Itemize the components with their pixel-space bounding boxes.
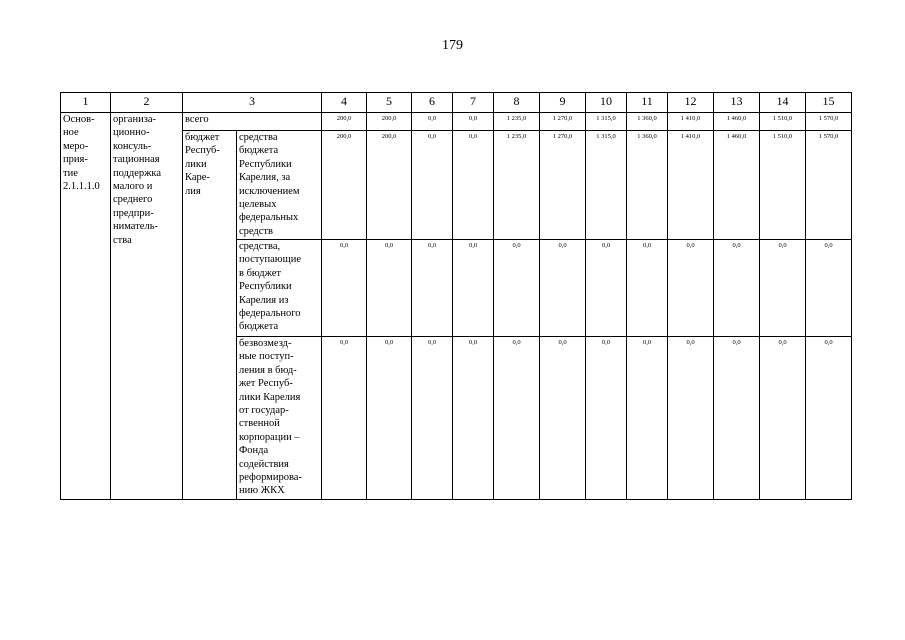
- value-cell: 0,0: [714, 337, 760, 500]
- value-cell: 0,0: [806, 337, 852, 500]
- header-cell: 4: [322, 93, 367, 113]
- value-cell: 0,0: [627, 240, 668, 337]
- value-cell: 1 510,0: [760, 113, 806, 131]
- value-cell: 1 510,0: [760, 131, 806, 240]
- header-cell: 3: [183, 93, 322, 113]
- value-cell: 1 460,0: [714, 131, 760, 240]
- value-cell: 0,0: [714, 240, 760, 337]
- value-cell: 0,0: [322, 240, 367, 337]
- value-cell: 200,0: [322, 131, 367, 240]
- value-cell: 1 235,0: [494, 131, 540, 240]
- header-cell: 2: [111, 93, 183, 113]
- value-cell: 1 410,0: [668, 113, 714, 131]
- header-cell: 12: [668, 93, 714, 113]
- header-cell: 11: [627, 93, 668, 113]
- value-cell: 0,0: [540, 240, 586, 337]
- value-cell: 1 360,0: [627, 113, 668, 131]
- value-cell: 0,0: [760, 337, 806, 500]
- value-cell: 0,0: [367, 240, 412, 337]
- measure-code: Основ- ное меро- прия- тие 2.1.1.1.0: [61, 113, 111, 500]
- value-cell: 1 570,0: [806, 113, 852, 131]
- header-cell: 6: [412, 93, 453, 113]
- source-label: безвозмезд- ные поступ- ления в бюд- жет Респуб- лики Карелия от государ- ственной корпорации – Фонда содействия реформирова- нию ЖКХ: [237, 337, 322, 500]
- budget-table: [60, 92, 852, 500]
- value-cell: 1 315,0: [586, 131, 627, 240]
- value-cell: 0,0: [540, 337, 586, 500]
- value-cell: 0,0: [806, 240, 852, 337]
- value-cell: 0,0: [412, 113, 453, 131]
- value-cell: 1 235,0: [494, 113, 540, 131]
- value-cell: 200,0: [367, 131, 412, 240]
- table-row-total: [61, 113, 852, 131]
- source-label: средства бюджета Республики Карелия, за исключением целевых федеральных средств: [237, 131, 322, 240]
- value-cell: 1 315,0: [586, 113, 627, 131]
- measure-description: организа- ционно- консуль- тационная поддержка малого и среднего предпри- ниматель- ства: [111, 113, 183, 500]
- value-cell: 200,0: [322, 113, 367, 131]
- header-row: [61, 93, 852, 113]
- value-cell: 0,0: [453, 113, 494, 131]
- header-cell: 10: [586, 93, 627, 113]
- value-cell: 0,0: [453, 240, 494, 337]
- value-cell: 200,0: [367, 113, 412, 131]
- value-cell: 1 270,0: [540, 131, 586, 240]
- value-cell: 1 270,0: [540, 113, 586, 131]
- value-cell: 0,0: [760, 240, 806, 337]
- value-cell: 0,0: [494, 240, 540, 337]
- value-cell: 1 570,0: [806, 131, 852, 240]
- value-cell: 0,0: [412, 240, 453, 337]
- total-label: всего: [183, 113, 322, 131]
- value-cell: 1 460,0: [714, 113, 760, 131]
- header-cell: 8: [494, 93, 540, 113]
- value-cell: 0,0: [453, 337, 494, 500]
- header-cell: 13: [714, 93, 760, 113]
- header-cell: 5: [367, 93, 412, 113]
- value-cell: 0,0: [627, 337, 668, 500]
- value-cell: 0,0: [494, 337, 540, 500]
- value-cell: 0,0: [586, 240, 627, 337]
- value-cell: 0,0: [453, 131, 494, 240]
- value-cell: 0,0: [367, 337, 412, 500]
- value-cell: 1 410,0: [668, 131, 714, 240]
- value-cell: 0,0: [412, 337, 453, 500]
- value-cell: 1 360,0: [627, 131, 668, 240]
- header-cell: 9: [540, 93, 586, 113]
- value-cell: 0,0: [322, 337, 367, 500]
- header-cell: 15: [806, 93, 852, 113]
- value-cell: 0,0: [668, 337, 714, 500]
- page-number: 179: [442, 38, 463, 53]
- value-cell: 0,0: [412, 131, 453, 240]
- budget-label: бюджет Респуб- лики Каре- лия: [183, 131, 237, 500]
- value-cell: 0,0: [586, 337, 627, 500]
- value-cell: 0,0: [668, 240, 714, 337]
- source-label: средства, поступающие в бюджет Республики Карелия из федерального бюджета: [237, 240, 322, 337]
- header-cell: 7: [453, 93, 494, 113]
- header-cell: 14: [760, 93, 806, 113]
- header-cell: 1: [61, 93, 111, 113]
